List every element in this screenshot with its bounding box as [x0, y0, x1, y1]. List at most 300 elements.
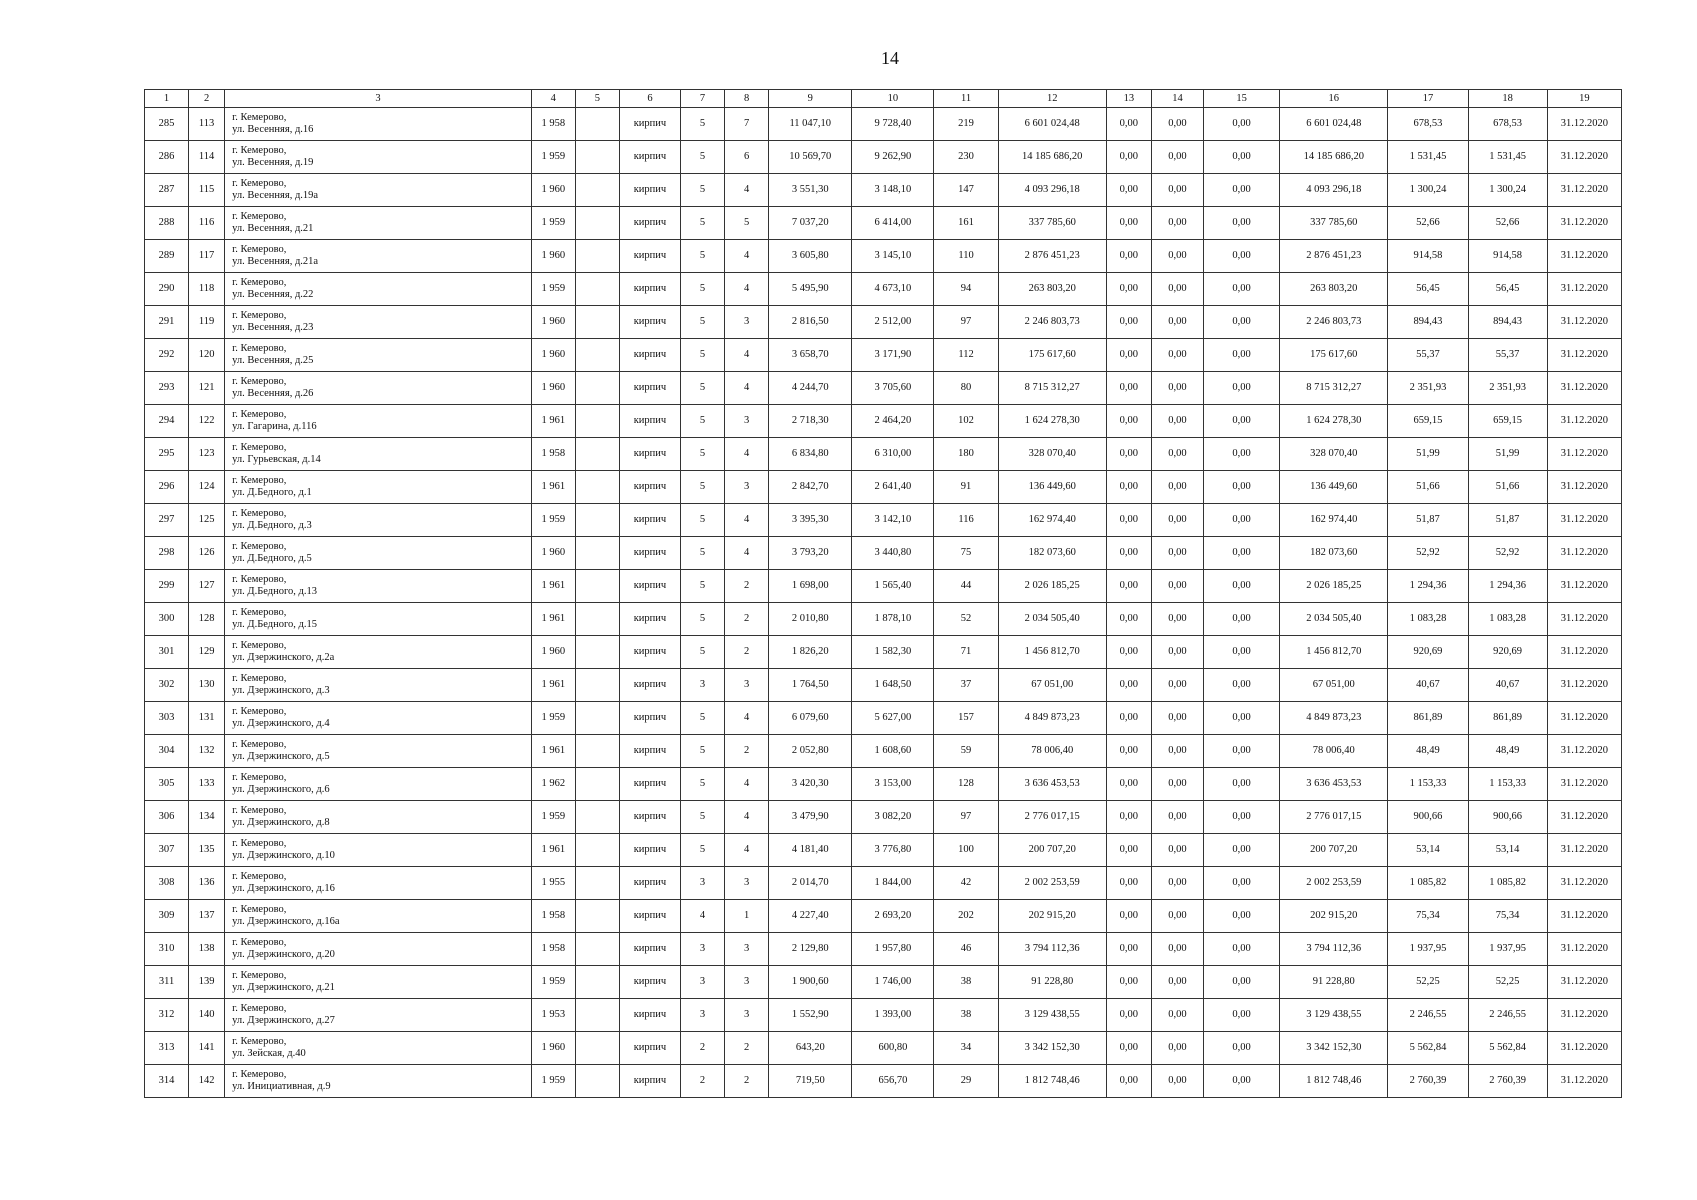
- cost-cell: 67 051,00: [998, 669, 1106, 702]
- address-city: г. Кемерово,: [232, 574, 287, 585]
- material-cell: кирпич: [619, 900, 680, 933]
- total-area-cell: 3 551,30: [769, 174, 852, 207]
- housing-registry-table: [144, 89, 1622, 1098]
- entrances-cell: 4: [725, 372, 769, 405]
- entrances-cell: 5: [725, 207, 769, 240]
- total-area-cell: 1 698,00: [769, 570, 852, 603]
- item-number-cell: 139: [189, 966, 225, 999]
- deadline-cell: 31.12.2020: [1547, 240, 1621, 273]
- cost-cell: 337 785,60: [998, 207, 1106, 240]
- col15-cell: 0,00: [1204, 702, 1280, 735]
- col13-cell: 0,00: [1106, 867, 1151, 900]
- unit-cost-limit-cell: 2 246,55: [1468, 999, 1547, 1032]
- table-row: [145, 471, 1622, 504]
- address-cell: [225, 636, 532, 669]
- year-cell: 1 960: [531, 240, 575, 273]
- col15-cell: 0,00: [1204, 141, 1280, 174]
- living-area-cell: 1 393,00: [852, 999, 934, 1032]
- deadline-cell: 31.12.2020: [1547, 1065, 1621, 1098]
- entrances-cell: 4: [725, 768, 769, 801]
- unit-cost-cell: 1 294,36: [1388, 570, 1468, 603]
- residents-cell: 102: [934, 405, 998, 438]
- unit-cost-limit-cell: 1 937,95: [1468, 933, 1547, 966]
- col13-cell: 0,00: [1106, 570, 1151, 603]
- cost-total-cell: 1 812 748,46: [1280, 1065, 1388, 1098]
- cost-cell: 2 246 803,73: [998, 306, 1106, 339]
- col14-cell: 0,00: [1151, 801, 1203, 834]
- address-city: г. Кемерово,: [232, 871, 287, 882]
- year-cell: 1 960: [531, 174, 575, 207]
- cost-cell: 2 876 451,23: [998, 240, 1106, 273]
- item-number-cell: 118: [189, 273, 225, 306]
- residents-cell: 180: [934, 438, 998, 471]
- year-cell: 1 961: [531, 669, 575, 702]
- col5-cell: [575, 768, 619, 801]
- floors-cell: 5: [681, 768, 725, 801]
- deadline-cell: 31.12.2020: [1547, 702, 1621, 735]
- cost-cell: 162 974,40: [998, 504, 1106, 537]
- cost-cell: 3 342 152,30: [998, 1032, 1106, 1065]
- living-area-cell: 2 693,20: [852, 900, 934, 933]
- col15-cell: 0,00: [1204, 834, 1280, 867]
- address-cell: [225, 900, 532, 933]
- unit-cost-limit-cell: 894,43: [1468, 306, 1547, 339]
- col5-cell: [575, 240, 619, 273]
- row-number-cell: 300: [145, 603, 189, 636]
- residents-cell: 34: [934, 1032, 998, 1065]
- cost-cell: 3 636 453,53: [998, 768, 1106, 801]
- total-area-cell: 5 495,90: [769, 273, 852, 306]
- unit-cost-limit-cell: 52,92: [1468, 537, 1547, 570]
- entrances-cell: 2: [725, 603, 769, 636]
- unit-cost-cell: 1 085,82: [1388, 867, 1468, 900]
- total-area-cell: 2 129,80: [769, 933, 852, 966]
- address-street: ул. Д.Бедного, д.13: [232, 586, 317, 597]
- address-street: ул. Дзержинского, д.10: [232, 850, 335, 861]
- column-header: 18: [1468, 90, 1547, 108]
- col5-cell: [575, 867, 619, 900]
- unit-cost-limit-cell: 659,15: [1468, 405, 1547, 438]
- item-number-cell: 121: [189, 372, 225, 405]
- unit-cost-cell: 900,66: [1388, 801, 1468, 834]
- unit-cost-limit-cell: 56,45: [1468, 273, 1547, 306]
- address-city: г. Кемерово,: [232, 310, 287, 321]
- col15-cell: 0,00: [1204, 339, 1280, 372]
- item-number-cell: 115: [189, 174, 225, 207]
- col13-cell: 0,00: [1106, 372, 1151, 405]
- address-street: ул. Дзержинского, д.3: [232, 685, 330, 696]
- entrances-cell: 7: [725, 108, 769, 141]
- row-number-cell: 296: [145, 471, 189, 504]
- living-area-cell: 1 878,10: [852, 603, 934, 636]
- unit-cost-cell: 861,89: [1388, 702, 1468, 735]
- floors-cell: 5: [681, 702, 725, 735]
- total-area-cell: 1 826,20: [769, 636, 852, 669]
- address-cell: [225, 306, 532, 339]
- cost-total-cell: 4 093 296,18: [1280, 174, 1388, 207]
- address-cell: [225, 240, 532, 273]
- item-number-cell: 137: [189, 900, 225, 933]
- column-header: 2: [189, 90, 225, 108]
- unit-cost-limit-cell: 861,89: [1468, 702, 1547, 735]
- table-row: [145, 702, 1622, 735]
- col15-cell: 0,00: [1204, 372, 1280, 405]
- floors-cell: 5: [681, 570, 725, 603]
- col14-cell: 0,00: [1151, 471, 1203, 504]
- cost-total-cell: 337 785,60: [1280, 207, 1388, 240]
- col15-cell: 0,00: [1204, 603, 1280, 636]
- col14-cell: 0,00: [1151, 768, 1203, 801]
- col5-cell: [575, 1032, 619, 1065]
- floors-cell: 3: [681, 669, 725, 702]
- total-area-cell: 2 816,50: [769, 306, 852, 339]
- cost-total-cell: 8 715 312,27: [1280, 372, 1388, 405]
- cost-cell: 78 006,40: [998, 735, 1106, 768]
- col5-cell: [575, 174, 619, 207]
- address-city: г. Кемерово,: [232, 442, 287, 453]
- row-number-cell: 285: [145, 108, 189, 141]
- col5-cell: [575, 471, 619, 504]
- material-cell: кирпич: [619, 306, 680, 339]
- total-area-cell: 4 244,70: [769, 372, 852, 405]
- entrances-cell: 3: [725, 306, 769, 339]
- total-area-cell: 3 479,90: [769, 801, 852, 834]
- living-area-cell: 9 728,40: [852, 108, 934, 141]
- cost-total-cell: 3 636 453,53: [1280, 768, 1388, 801]
- col14-cell: 0,00: [1151, 1065, 1203, 1098]
- living-area-cell: 1 844,00: [852, 867, 934, 900]
- year-cell: 1 962: [531, 768, 575, 801]
- unit-cost-limit-cell: 1 531,45: [1468, 141, 1547, 174]
- col5-cell: [575, 537, 619, 570]
- table-row: [145, 570, 1622, 603]
- unit-cost-cell: 2 246,55: [1388, 999, 1468, 1032]
- floors-cell: 5: [681, 240, 725, 273]
- living-area-cell: 3 153,00: [852, 768, 934, 801]
- col13-cell: 0,00: [1106, 966, 1151, 999]
- col5-cell: [575, 108, 619, 141]
- col13-cell: 0,00: [1106, 933, 1151, 966]
- residents-cell: 100: [934, 834, 998, 867]
- address-street: ул. Гагарина, д.116: [232, 421, 317, 432]
- unit-cost-limit-cell: 52,66: [1468, 207, 1547, 240]
- row-number-cell: 295: [145, 438, 189, 471]
- entrances-cell: 4: [725, 801, 769, 834]
- unit-cost-cell: 1 531,45: [1388, 141, 1468, 174]
- cost-total-cell: 182 073,60: [1280, 537, 1388, 570]
- col13-cell: 0,00: [1106, 174, 1151, 207]
- material-cell: кирпич: [619, 537, 680, 570]
- address-cell: [225, 405, 532, 438]
- cost-total-cell: 1 456 812,70: [1280, 636, 1388, 669]
- material-cell: кирпич: [619, 108, 680, 141]
- residents-cell: 52: [934, 603, 998, 636]
- floors-cell: 5: [681, 603, 725, 636]
- address-city: г. Кемерово,: [232, 211, 287, 222]
- cost-total-cell: 136 449,60: [1280, 471, 1388, 504]
- address-street: ул. Весенняя, д.21: [232, 223, 314, 234]
- deadline-cell: 31.12.2020: [1547, 537, 1621, 570]
- col15-cell: 0,00: [1204, 768, 1280, 801]
- deadline-cell: 31.12.2020: [1547, 570, 1621, 603]
- row-number-cell: 314: [145, 1065, 189, 1098]
- entrances-cell: 1: [725, 900, 769, 933]
- col13-cell: 0,00: [1106, 1032, 1151, 1065]
- total-area-cell: 3 605,80: [769, 240, 852, 273]
- floors-cell: 5: [681, 735, 725, 768]
- living-area-cell: 3 142,10: [852, 504, 934, 537]
- item-number-cell: 120: [189, 339, 225, 372]
- entrances-cell: 3: [725, 471, 769, 504]
- unit-cost-cell: 5 562,84: [1388, 1032, 1468, 1065]
- deadline-cell: 31.12.2020: [1547, 108, 1621, 141]
- col5-cell: [575, 339, 619, 372]
- unit-cost-cell: 52,66: [1388, 207, 1468, 240]
- col5-cell: [575, 735, 619, 768]
- year-cell: 1 958: [531, 108, 575, 141]
- row-number-cell: 312: [145, 999, 189, 1032]
- floors-cell: 5: [681, 372, 725, 405]
- floors-cell: 5: [681, 834, 725, 867]
- residents-cell: 116: [934, 504, 998, 537]
- year-cell: 1 959: [531, 141, 575, 174]
- living-area-cell: 1 565,40: [852, 570, 934, 603]
- item-number-cell: 126: [189, 537, 225, 570]
- address-cell: [225, 339, 532, 372]
- address-street: ул. Весенняя, д.19а: [232, 190, 319, 201]
- residents-cell: 44: [934, 570, 998, 603]
- entrances-cell: 3: [725, 933, 769, 966]
- col13-cell: 0,00: [1106, 141, 1151, 174]
- residents-cell: 80: [934, 372, 998, 405]
- col5-cell: [575, 834, 619, 867]
- material-cell: кирпич: [619, 240, 680, 273]
- col5-cell: [575, 603, 619, 636]
- address-city: г. Кемерово,: [232, 178, 287, 189]
- column-header: 6: [619, 90, 680, 108]
- year-cell: 1 959: [531, 273, 575, 306]
- row-number-cell: 293: [145, 372, 189, 405]
- address-city: г. Кемерово,: [232, 145, 287, 156]
- floors-cell: 2: [681, 1032, 725, 1065]
- col14-cell: 0,00: [1151, 504, 1203, 537]
- col13-cell: 0,00: [1106, 669, 1151, 702]
- table-row: [145, 1032, 1622, 1065]
- address-city: г. Кемерово,: [232, 409, 287, 420]
- address-city: г. Кемерово,: [232, 541, 287, 552]
- residents-cell: 157: [934, 702, 998, 735]
- unit-cost-cell: 52,25: [1388, 966, 1468, 999]
- unit-cost-limit-cell: 51,99: [1468, 438, 1547, 471]
- col15-cell: 0,00: [1204, 801, 1280, 834]
- row-number-cell: 290: [145, 273, 189, 306]
- row-number-cell: 301: [145, 636, 189, 669]
- row-number-cell: 308: [145, 867, 189, 900]
- row-number-cell: 291: [145, 306, 189, 339]
- address-city: г. Кемерово,: [232, 1003, 287, 1014]
- living-area-cell: 656,70: [852, 1065, 934, 1098]
- col15-cell: 0,00: [1204, 405, 1280, 438]
- address-cell: [225, 504, 532, 537]
- living-area-cell: 1 582,30: [852, 636, 934, 669]
- floors-cell: 3: [681, 999, 725, 1032]
- address-street: ул. Д.Бедного, д.5: [232, 553, 312, 564]
- address-street: ул. Весенняя, д.19: [232, 157, 314, 168]
- floors-cell: 5: [681, 471, 725, 504]
- entrances-cell: 4: [725, 504, 769, 537]
- col5-cell: [575, 999, 619, 1032]
- floors-cell: 5: [681, 801, 725, 834]
- address-cell: [225, 207, 532, 240]
- year-cell: 1 959: [531, 702, 575, 735]
- column-header: 19: [1547, 90, 1621, 108]
- address-street: ул. Дзержинского, д.2а: [232, 652, 335, 663]
- residents-cell: 71: [934, 636, 998, 669]
- item-number-cell: 140: [189, 999, 225, 1032]
- living-area-cell: 1 746,00: [852, 966, 934, 999]
- item-number-cell: 132: [189, 735, 225, 768]
- living-area-cell: 6 414,00: [852, 207, 934, 240]
- material-cell: кирпич: [619, 801, 680, 834]
- col13-cell: 0,00: [1106, 108, 1151, 141]
- row-number-cell: 306: [145, 801, 189, 834]
- col14-cell: 0,00: [1151, 933, 1203, 966]
- address-cell: [225, 273, 532, 306]
- deadline-cell: 31.12.2020: [1547, 372, 1621, 405]
- year-cell: 1 961: [531, 471, 575, 504]
- total-area-cell: 3 658,70: [769, 339, 852, 372]
- unit-cost-cell: 52,92: [1388, 537, 1468, 570]
- column-header: 16: [1280, 90, 1388, 108]
- cost-total-cell: 202 915,20: [1280, 900, 1388, 933]
- year-cell: 1 961: [531, 735, 575, 768]
- table-row: [145, 900, 1622, 933]
- cost-total-cell: 2 876 451,23: [1280, 240, 1388, 273]
- col14-cell: 0,00: [1151, 273, 1203, 306]
- address-city: г. Кемерово,: [232, 970, 287, 981]
- deadline-cell: 31.12.2020: [1547, 471, 1621, 504]
- unit-cost-cell: 53,14: [1388, 834, 1468, 867]
- unit-cost-limit-cell: 1 294,36: [1468, 570, 1547, 603]
- item-number-cell: 128: [189, 603, 225, 636]
- entrances-cell: 2: [725, 570, 769, 603]
- address-street: ул. Весенняя, д.16: [232, 124, 314, 135]
- unit-cost-cell: 51,99: [1388, 438, 1468, 471]
- col14-cell: 0,00: [1151, 306, 1203, 339]
- column-header: 3: [225, 90, 532, 108]
- table-row: [145, 207, 1622, 240]
- col13-cell: 0,00: [1106, 207, 1151, 240]
- col15-cell: 0,00: [1204, 570, 1280, 603]
- column-header: 17: [1388, 90, 1468, 108]
- cost-cell: 1 624 278,30: [998, 405, 1106, 438]
- row-number-cell: 289: [145, 240, 189, 273]
- entrances-cell: 3: [725, 669, 769, 702]
- unit-cost-limit-cell: 75,34: [1468, 900, 1547, 933]
- address-cell: [225, 1032, 532, 1065]
- deadline-cell: 31.12.2020: [1547, 966, 1621, 999]
- address-street: ул. Дзержинского, д.8: [232, 817, 330, 828]
- col5-cell: [575, 966, 619, 999]
- cost-total-cell: 4 849 873,23: [1280, 702, 1388, 735]
- address-cell: [225, 801, 532, 834]
- cost-cell: 8 715 312,27: [998, 372, 1106, 405]
- item-number-cell: 131: [189, 702, 225, 735]
- table-row: [145, 537, 1622, 570]
- deadline-cell: 31.12.2020: [1547, 1032, 1621, 1065]
- cost-cell: 175 617,60: [998, 339, 1106, 372]
- deadline-cell: 31.12.2020: [1547, 504, 1621, 537]
- column-header: 13: [1106, 90, 1151, 108]
- material-cell: кирпич: [619, 834, 680, 867]
- unit-cost-cell: 51,66: [1388, 471, 1468, 504]
- floors-cell: 5: [681, 636, 725, 669]
- total-area-cell: 2 718,30: [769, 405, 852, 438]
- table-body: [145, 108, 1622, 1098]
- cost-total-cell: 91 228,80: [1280, 966, 1388, 999]
- column-header: 5: [575, 90, 619, 108]
- col13-cell: 0,00: [1106, 471, 1151, 504]
- col14-cell: 0,00: [1151, 339, 1203, 372]
- cost-cell: 4 093 296,18: [998, 174, 1106, 207]
- col15-cell: 0,00: [1204, 867, 1280, 900]
- address-city: г. Кемерово,: [232, 706, 287, 717]
- item-number-cell: 135: [189, 834, 225, 867]
- column-header: 1: [145, 90, 189, 108]
- col5-cell: [575, 372, 619, 405]
- row-number-cell: 288: [145, 207, 189, 240]
- deadline-cell: 31.12.2020: [1547, 405, 1621, 438]
- col14-cell: 0,00: [1151, 999, 1203, 1032]
- column-header: 9: [769, 90, 852, 108]
- total-area-cell: 2 014,70: [769, 867, 852, 900]
- row-number-cell: 302: [145, 669, 189, 702]
- material-cell: кирпич: [619, 768, 680, 801]
- residents-cell: 46: [934, 933, 998, 966]
- living-area-cell: 2 464,20: [852, 405, 934, 438]
- entrances-cell: 4: [725, 438, 769, 471]
- col15-cell: 0,00: [1204, 1065, 1280, 1098]
- deadline-cell: 31.12.2020: [1547, 900, 1621, 933]
- entrances-cell: 2: [725, 1032, 769, 1065]
- deadline-cell: 31.12.2020: [1547, 636, 1621, 669]
- material-cell: кирпич: [619, 702, 680, 735]
- cost-cell: 2 776 017,15: [998, 801, 1106, 834]
- residents-cell: 161: [934, 207, 998, 240]
- material-cell: кирпич: [619, 1065, 680, 1098]
- col5-cell: [575, 438, 619, 471]
- address-cell: [225, 768, 532, 801]
- col5-cell: [575, 405, 619, 438]
- table-header: [145, 90, 1622, 108]
- col5-cell: [575, 801, 619, 834]
- deadline-cell: 31.12.2020: [1547, 867, 1621, 900]
- residents-cell: 29: [934, 1065, 998, 1098]
- row-number-cell: 287: [145, 174, 189, 207]
- col15-cell: 0,00: [1204, 240, 1280, 273]
- material-cell: кирпич: [619, 999, 680, 1032]
- table-row: [145, 636, 1622, 669]
- floors-cell: 5: [681, 339, 725, 372]
- col14-cell: 0,00: [1151, 834, 1203, 867]
- entrances-cell: 2: [725, 1065, 769, 1098]
- col5-cell: [575, 900, 619, 933]
- cost-total-cell: 14 185 686,20: [1280, 141, 1388, 174]
- col13-cell: 0,00: [1106, 735, 1151, 768]
- table-row: [145, 735, 1622, 768]
- address-city: г. Кемерово,: [232, 112, 287, 123]
- col14-cell: 0,00: [1151, 141, 1203, 174]
